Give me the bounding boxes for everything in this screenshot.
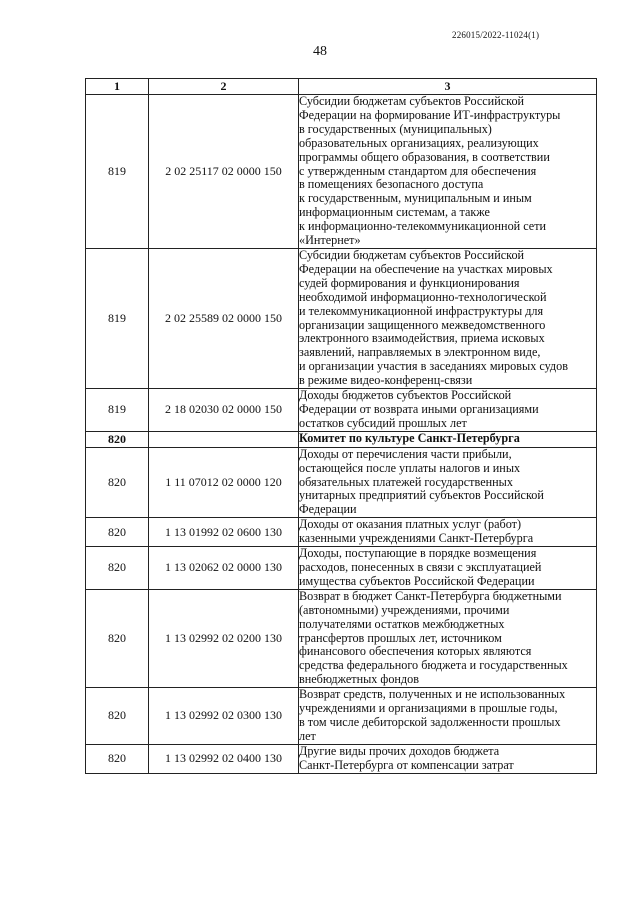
description-line: образовательных организациях, реализующих: [299, 135, 539, 150]
description-line: средства федерального бюджета и государственных: [299, 658, 568, 673]
table-row: [86, 389, 597, 432]
description-line: казенными учреждениями Санкт-Петербурга: [299, 531, 534, 546]
document-id: 226015/2022-11024(1): [452, 30, 540, 40]
description-line: информационным системам, а также: [299, 205, 490, 220]
description-cell: [299, 744, 597, 773]
description-cell: [299, 248, 597, 388]
description-line: Федерации на формирование ИТ-инфраструктуры: [299, 107, 561, 122]
description-line: Доходы бюджетов субъектов Российской: [299, 388, 512, 403]
column-header-2: 2: [149, 79, 299, 95]
description-cell: [299, 95, 597, 249]
description-line: в том числе дебиторской задолженности прошлых: [299, 714, 561, 729]
description-line: получателями остатков межбюджетных: [299, 616, 505, 631]
table-row: [86, 518, 597, 547]
description-line: Возврат средств, полученных и не использованных: [299, 687, 566, 702]
description-line: Доходы от оказания платных услуг (работ): [299, 517, 522, 532]
revenue-codes-table: [85, 78, 597, 774]
description-line: лет: [299, 728, 316, 743]
description-line: остающейся после уплаты налогов и иных: [299, 460, 521, 475]
description-cell: [299, 431, 597, 447]
table-row: [86, 589, 597, 687]
description-line: необходимой информационно-технологической: [299, 289, 547, 304]
budget-code-cell: 2 02 25589 02 0000 150: [149, 248, 299, 388]
column-header-1: 1: [86, 79, 149, 95]
description-cell: [299, 688, 597, 745]
admin-code-cell: 820: [86, 547, 149, 590]
table-row: [86, 547, 597, 590]
admin-code-cell: 820: [86, 431, 149, 447]
table-body: [86, 95, 597, 774]
description-line: трансфертов прошлых лет, источником: [299, 630, 502, 645]
description-line: с утвержденным стандартом для обеспечения: [299, 163, 537, 178]
page-number: 48: [313, 44, 327, 59]
table-row: [86, 431, 597, 447]
description-line: обязательных платежей государственных: [299, 474, 513, 489]
admin-code-cell: 820: [86, 744, 149, 773]
description-line: Федерации: [299, 502, 357, 517]
column-header-3: 3: [299, 79, 597, 95]
table-row: [86, 95, 597, 249]
table-row: [86, 744, 597, 773]
description-line: Комитет по культуре Санкт-Петербурга: [299, 431, 520, 446]
description-line: Федерации от возврата иными организациями: [299, 401, 539, 416]
admin-code-cell: 819: [86, 248, 149, 388]
budget-code-cell: 1 13 01992 02 0600 130: [149, 518, 299, 547]
description-cell: [299, 389, 597, 432]
table-row: [86, 688, 597, 745]
budget-code-cell: 1 13 02992 02 0300 130: [149, 688, 299, 745]
description-line: к информационно-телекоммуникационной сети: [299, 219, 547, 234]
description-line: остатков субсидий прошлых лет: [299, 415, 467, 430]
description-line: в помещениях безопасного доступа: [299, 177, 484, 192]
budget-code-cell: 1 13 02992 02 0400 130: [149, 744, 299, 773]
description-cell: [299, 547, 597, 590]
admin-code-cell: 819: [86, 389, 149, 432]
description-line: расходов, понесенных в связи с эксплуатацией: [299, 560, 542, 574]
budget-code-cell: 1 11 07012 02 0000 120: [149, 447, 299, 518]
table-header-row: [86, 79, 597, 95]
budget-code-cell: [149, 431, 299, 447]
description-line: Федерации на обеспечение на участках мировых: [299, 261, 553, 276]
description-line: программы общего образования, в соответствии: [299, 149, 550, 164]
description-cell: [299, 447, 597, 518]
description-line: и организации участия в заседаниях мировых судов: [299, 359, 568, 374]
description-line: Возврат в бюджет Санкт-Петербурга бюджетными: [299, 588, 562, 603]
description-line: в государственных (муниципальных): [299, 121, 492, 136]
budget-code-cell: 2 18 02030 02 0000 150: [149, 389, 299, 432]
budget-code-cell: 1 13 02992 02 0200 130: [149, 589, 299, 687]
description-line: Доходы, поступающие в порядке возмещения: [299, 546, 537, 561]
description-line: в режиме видео-конференц-связи: [299, 373, 473, 388]
admin-code-cell: 820: [86, 589, 149, 687]
description-line: имущества субъектов Российской Федерации: [299, 573, 535, 588]
description-line: заявлений, направляемых в электронном виде,: [299, 345, 541, 360]
budget-code-cell: 2 02 25117 02 0000 150: [149, 95, 299, 249]
description-line: к государственным, муниципальным и иным: [299, 191, 532, 206]
description-line: «Интернет»: [299, 233, 361, 248]
admin-code-cell: 819: [86, 95, 149, 249]
admin-code-cell: 820: [86, 518, 149, 547]
table-row: [86, 447, 597, 518]
description-line: и телекоммуникационной инфраструктуры для: [299, 303, 544, 318]
admin-code-cell: 820: [86, 447, 149, 518]
description-line: внебюджетных фондов: [299, 672, 419, 687]
description-line: Субсидии бюджетам субъектов Российской: [299, 247, 525, 262]
description-line: организации защищенного межведомственного: [299, 317, 546, 332]
description-line: унитарных предприятий субъектов Российской: [299, 488, 544, 503]
description-cell: [299, 518, 597, 547]
description-line: Санкт-Петербурга от компенсации затрат: [299, 757, 514, 772]
description-line: судей формирования и функционирования: [299, 275, 520, 290]
description-line: Доходы от перечисления части прибыли,: [299, 446, 512, 461]
description-line: Субсидии бюджетам субъектов Российской: [299, 94, 525, 108]
table-row: [86, 248, 597, 388]
description-line: Другие виды прочих доходов бюджета: [299, 743, 500, 758]
budget-code-cell: 1 13 02062 02 0000 130: [149, 547, 299, 590]
description-line: финансового обеспечения которых являются: [299, 644, 532, 659]
description-line: (автономными) учреждениями, прочими: [299, 602, 510, 617]
description-line: учреждениями и организациями в прошлые годы,: [299, 701, 558, 716]
description-line: электронного взаимодействия, приема исковых: [299, 331, 545, 346]
admin-code-cell: 820: [86, 688, 149, 745]
description-cell: [299, 589, 597, 687]
